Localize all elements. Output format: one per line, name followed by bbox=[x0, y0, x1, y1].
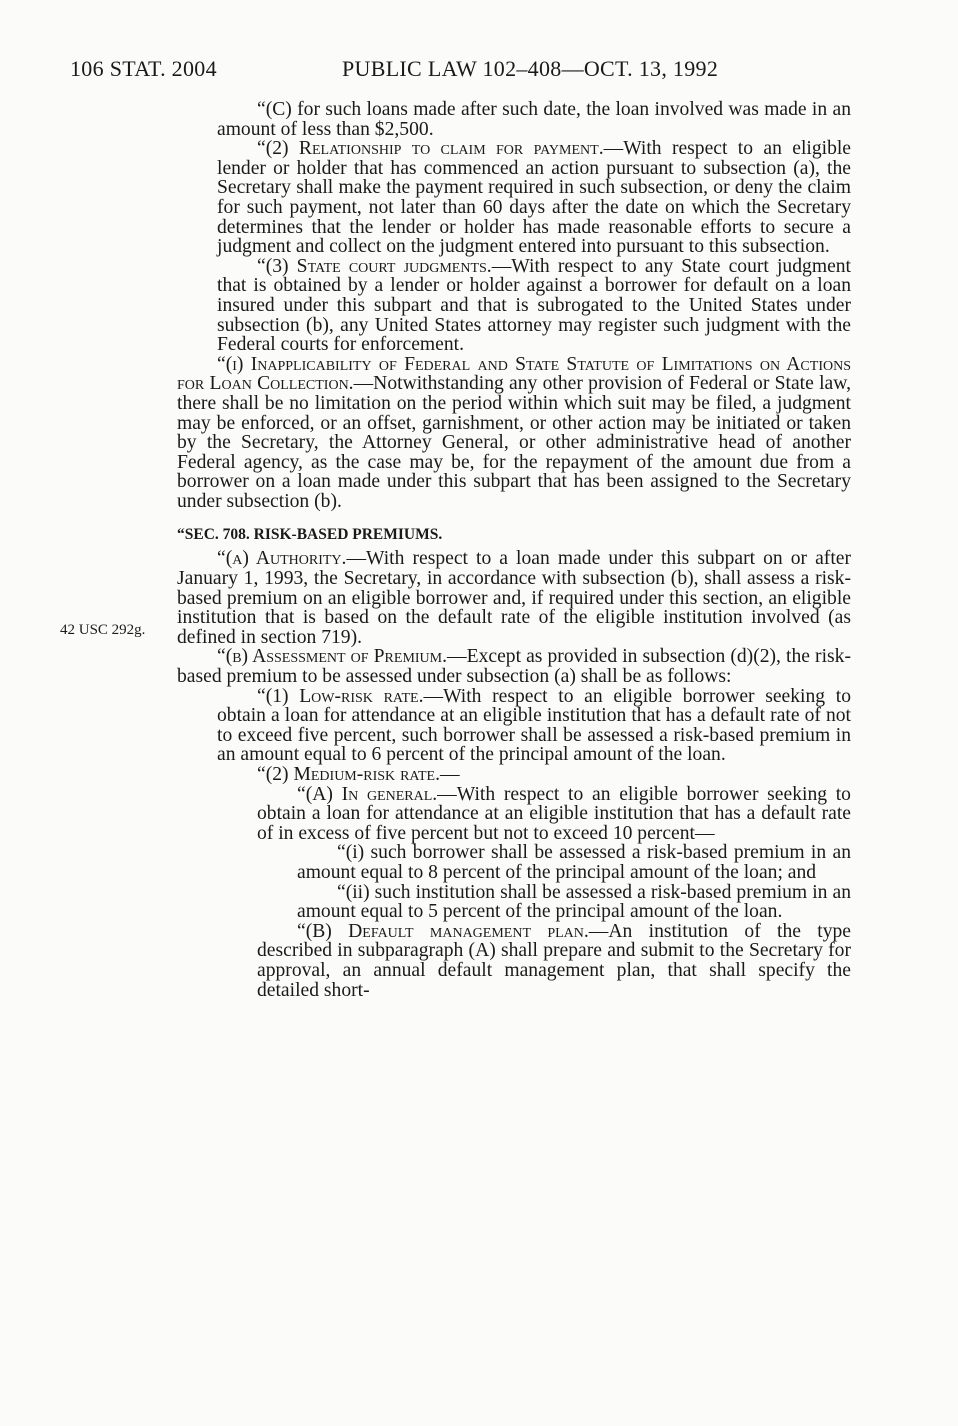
paragraph-A bbox=[177, 785, 851, 844]
paragraph-3-body: —With respect to any State court judgment that is obtained by a lender or holder against a borrower for default on a loan insured under this subpart and that is subrogated to the United States under subsection (b), any United States attorney may register such judgment with the Federal courts for enforcement. bbox=[217, 255, 851, 356]
paragraph-i-heading: “(i) Inapplicability of Federal and State Statute of Limitations on Actions for Loan Collection. bbox=[177, 353, 851, 395]
paragraph-2-body: —With respect to an eligible lender or holder that has commenced an action pursuant to subsection (a), the Secretary shall make the payment required in such subsection, or deny the claim for such payment, not later than 60 days after the date on which the Secretary determines that the lender or holder has made reasonable efforts to secure a judgment and collect on the judgment entered into pursuant to this subsection. bbox=[217, 138, 852, 258]
paragraph-A-body: —With respect to an eligible borrower seeking to obtain a loan for attendance at an eligible institution that has a default rate of in excess of five percent but not to exceed 10 percent— bbox=[257, 783, 851, 844]
paragraph-b-heading: “(b) Assessment of Premium. bbox=[217, 646, 448, 668]
statute-text bbox=[177, 99, 852, 1001]
paragraph-B-body: —An institution of the type described in subparagraph (A) shall prepare and submit to the Secretary for approval, an annual default management plan, that shall specify the detailed short- bbox=[257, 920, 852, 1001]
usc-margin-note: 42 USC 292g. bbox=[60, 622, 146, 638]
paragraph-b1-heading: “(1) Low-risk rate. bbox=[257, 685, 424, 707]
paragraph-a-heading: “(a) Authority. bbox=[217, 548, 347, 570]
paragraph-i bbox=[177, 355, 851, 512]
paragraph-b1-body: —With respect to an eligible borrower seeking to obtain a loan for attendance at an eligible institution that has a default rate of not to exceed five percent, such borrower shall be assessed a risk-based premium in an amount equal to 6 percent of the principal amount of the loan. bbox=[217, 685, 851, 766]
paragraph-A-ii: “(ii) such institution shall be assessed a risk-based premium in an amount equal to 5 percent of the principal amount of the loan. bbox=[297, 881, 851, 923]
paragraph-b2-heading: “(2) Medium-risk rate. bbox=[257, 764, 440, 785]
paragraph-2-heading: “(2) Relationship to claim for payment. bbox=[257, 138, 604, 160]
paragraph-A-heading: “(A) In general. bbox=[297, 783, 438, 805]
page-header bbox=[70, 56, 890, 86]
paragraph-2 bbox=[217, 139, 851, 257]
paragraph-b-body: —Except as provided in subsection (d)(2), the risk-based premium to be assessed under subsection (a) shall be as follows: bbox=[177, 646, 851, 688]
law-reference: PUBLIC LAW 102–408—OCT. 13, 1992 bbox=[342, 56, 719, 81]
paragraph-b2 bbox=[217, 765, 851, 785]
paragraph-b bbox=[177, 647, 851, 686]
paragraph-i-body: —Notwithstanding any other provision of Federal or State law, there shall be no limitation on the period within which suit may be filed, a judgment may be enforced, or an offset, garnishment, or other action may be initiated or taken by the Secretary, the Attorney General, or other administrative head of another Federal agency, as the case may be, for the repayment of the amount due from a borrower on a loan made under this subpart that has been assigned to the Secretary under subsection (b). bbox=[177, 373, 851, 512]
paragraph-c: “(C) for such loans made after such date, the loan involved was made in an amount of less than $2,500. bbox=[217, 99, 851, 140]
paragraph-B bbox=[177, 922, 851, 1000]
page-reference: 106 STAT. 2004 bbox=[70, 56, 217, 81]
paragraph-a-body: —With respect to a loan made under this subpart on or after January 1, 1993, the Secretary, in accordance with subsection (b), shall assess a risk-based premium on an eligible borrower and, if required under this section, an eligible institution that is based on the default rate of the eligible institution involved (as defined in section 719). bbox=[177, 548, 851, 648]
paragraph-a bbox=[177, 549, 851, 647]
paragraph-3 bbox=[217, 257, 851, 355]
paragraph-b2-body: — bbox=[439, 764, 460, 785]
section-heading: “SEC. 708. RISK-BASED PREMIUMS. bbox=[177, 526, 443, 544]
paragraph-A-i: “(i) such borrower shall be assessed a risk-based premium in an amount equal to 8 percent of the principal amount of the loan; and bbox=[297, 842, 851, 883]
paragraph-3-heading: “(3) State court judgments. bbox=[257, 255, 492, 277]
paragraph-B-heading: “(B) Default management plan. bbox=[297, 920, 589, 942]
paragraph-b1 bbox=[217, 687, 851, 765]
